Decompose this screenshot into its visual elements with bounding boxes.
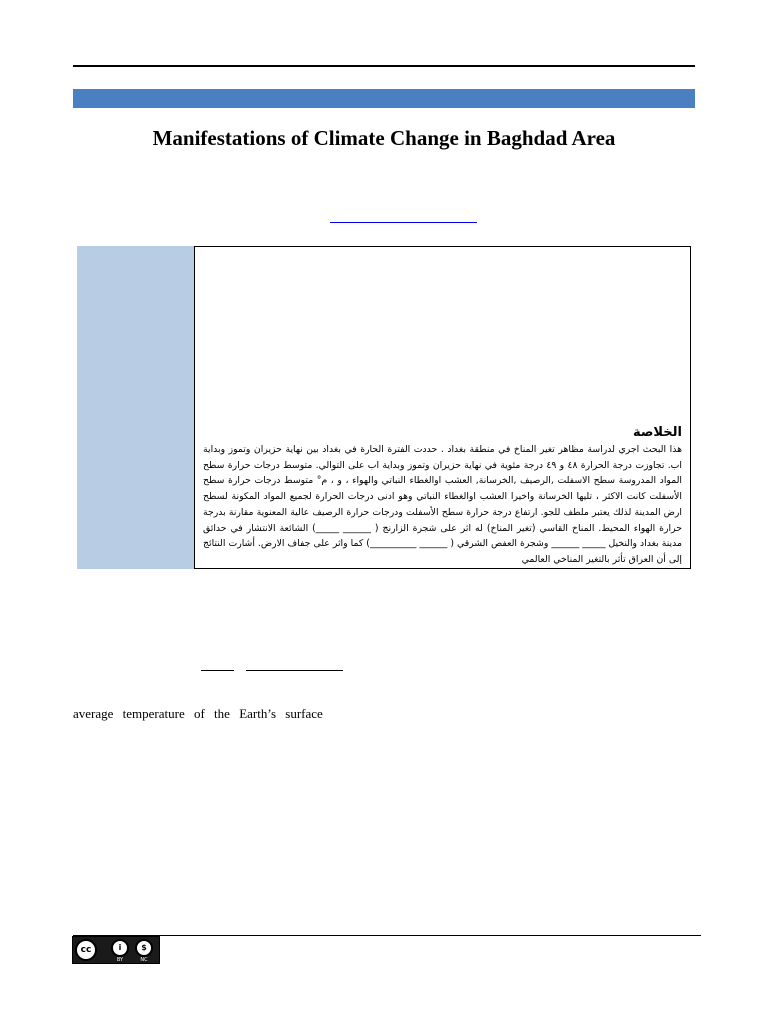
abstract-sidebar: [77, 246, 194, 569]
abstract-body: هذا البحث اجري لدراسة مظاهر تغير المناخ في منطقة بغداد . حددت الفترة الحارة في بغداد بين نهاية حزيران وتموز وبداية اب. تجاوزت درجة الحرارة ٤٨ و ٤٩ درجة مئوية في نهاية حزيران وتموز وبداية اب على التوالي. متوسط درجات حرارة سطح المواد المدروسة سطح الاسفلت ,الرصيف ,الخرسانة, العشب اوالغطاء النباتي والهواء ، و ، م° متوسط درجات حرارة سطح الأسفلت كانت الاكثر ، تليها الخرسانة واخيرا العشب اوالغطاء النباتي وهو ادنى درجات الحرارة لجميع المواد المكونة لسطح ارض المدينة لذلك يعتبر ملطف للجو. ارتفاع درجة حرارة سطح الأسفلت ودرجات حرارة الرصيف عالية المعنوية مقارنة بدرجة حرارة الهواء المحيط. المناخ القاسي (تغير المناخ) له اثر على شجرة الزارنج ( ______ _____) الشائعة الانتشار في حدائق مدينة بغداد والنخيل _____ ______ وشجرة العفص الشرقي ( ______ __________) كما واثر على جفاف الارض. أشارت النتائج إلى أن العراق تأثر بالتغير المناخي العالمي: [203, 444, 682, 565]
blank-line-long: [246, 670, 343, 671]
footer-rule: [73, 935, 701, 936]
body-text-line: average temperature of the Earth’s surface: [73, 706, 323, 721]
cc-logo-icon: cc: [75, 939, 97, 961]
blank-line-short: [201, 670, 234, 671]
header-color-band: [73, 89, 695, 108]
arabic-abstract-box: [194, 246, 691, 569]
license-by-label: BY: [116, 957, 124, 963]
paper-title: Manifestations of Climate Change in Baghdad Area: [152, 126, 616, 150]
non-commercial-icon: $: [135, 939, 153, 957]
creative-commons-badge[interactable]: [72, 936, 160, 964]
attribution-icon: i: [111, 939, 129, 957]
license-nc-label: NC: [140, 957, 148, 963]
abstract-heading: الخلاصة: [632, 425, 682, 440]
author-email-link-underline[interactable]: [330, 222, 477, 223]
header-rule: [73, 65, 695, 67]
